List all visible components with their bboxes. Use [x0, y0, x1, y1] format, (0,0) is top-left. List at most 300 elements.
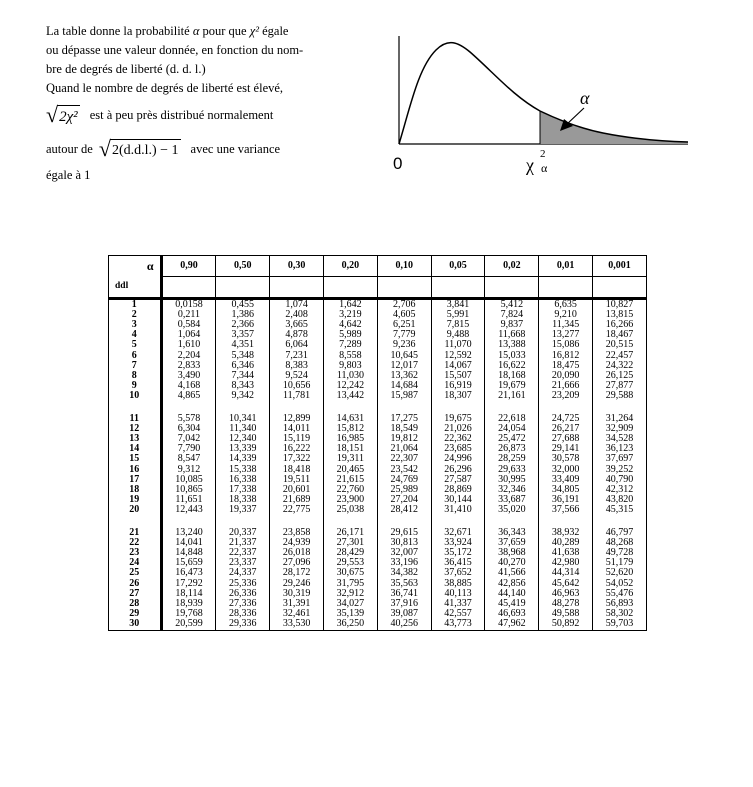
value-cell: 40,289 [539, 538, 593, 548]
value-cell: 51,179 [593, 558, 647, 568]
value-cell: 26,217 [539, 424, 593, 434]
chi2-symbol: χ² [249, 24, 259, 38]
ddl-cell: 27 [109, 589, 162, 599]
chi2-table [108, 255, 647, 631]
value-cell: 28,336 [216, 609, 270, 619]
value-cell: 1,610 [161, 340, 216, 350]
value-cell: 39,087 [377, 609, 431, 619]
ddl-cell: 2 [109, 310, 162, 320]
value-cell: 15,119 [270, 434, 324, 444]
ddl-cell: 20 [109, 505, 162, 515]
value-cell: 17,292 [161, 579, 216, 589]
value-cell: 4,351 [216, 340, 270, 350]
value-cell: 33,196 [377, 558, 431, 568]
value-cell: 36,415 [431, 558, 485, 568]
value-cell: 48,268 [593, 538, 647, 548]
value-cell: 23,209 [539, 391, 593, 401]
ddl-cell: 17 [109, 475, 162, 485]
sqrt-ddl-body: 2(d.d.l.) − 1 [110, 139, 181, 162]
alpha-symbol: α [192, 24, 200, 38]
value-cell: 26,296 [431, 465, 485, 475]
value-cell: 4,605 [377, 310, 431, 320]
value-cell: 27,587 [431, 475, 485, 485]
table-row [109, 298, 647, 310]
value-cell: 37,566 [539, 505, 593, 515]
value-cell: 3,357 [216, 330, 270, 340]
value-cell: 35,139 [323, 609, 377, 619]
origin-label: 0 [393, 154, 403, 173]
value-cell: 37,916 [377, 599, 431, 609]
value-cell: 56,893 [593, 599, 647, 609]
value-cell: 14,631 [323, 414, 377, 424]
value-cell: 32,000 [539, 465, 593, 475]
ddl-cell: 4 [109, 330, 162, 340]
value-cell: 26,125 [593, 371, 647, 381]
ddl-cell: 3 [109, 320, 162, 330]
value-cell: 25,472 [485, 434, 539, 444]
ddl-cell: 26 [109, 579, 162, 589]
alpha-header-row [109, 256, 647, 277]
ddl-cell: 15 [109, 454, 162, 464]
value-cell: 20,090 [539, 371, 593, 381]
radical-icon: √ [46, 101, 59, 127]
intro-line-6 [46, 132, 376, 166]
value-cell: 7,790 [161, 444, 216, 454]
value-cell: 1,074 [270, 298, 324, 310]
value-cell: 5,578 [161, 414, 216, 424]
value-cell: 24,725 [539, 414, 593, 424]
value-cell: 33,924 [431, 538, 485, 548]
value-cell: 13,388 [485, 340, 539, 350]
sqrt-2chi2 [46, 103, 80, 128]
value-cell: 21,026 [431, 424, 485, 434]
value-cell: 49,588 [539, 609, 593, 619]
value-cell: 8,383 [270, 361, 324, 371]
table-row [109, 619, 647, 630]
table-body [109, 298, 647, 630]
ddl-cell: 1 [109, 298, 162, 310]
value-cell: 35,172 [431, 548, 485, 558]
value-cell: 16,338 [216, 475, 270, 485]
value-cell: 27,336 [216, 599, 270, 609]
value-cell: 32,007 [377, 548, 431, 558]
value-cell: 14,848 [161, 548, 216, 558]
alpha-arrow-line [566, 108, 584, 125]
value-cell: 26,171 [323, 528, 377, 538]
value-cell: 27,301 [323, 538, 377, 548]
ddl-cell: 18 [109, 485, 162, 495]
ddl-cell: 16 [109, 465, 162, 475]
value-cell: 15,033 [485, 351, 539, 361]
value-cell: 30,578 [539, 454, 593, 464]
value-cell: 22,618 [485, 414, 539, 424]
value-cell: 26,873 [485, 444, 539, 454]
ddl-cell: 13 [109, 434, 162, 444]
ddl-cell: 12 [109, 424, 162, 434]
value-cell: 36,123 [593, 444, 647, 454]
value-cell: 24,939 [270, 538, 324, 548]
value-cell: 17,338 [216, 485, 270, 495]
value-cell: 26,336 [216, 589, 270, 599]
value-cell: 6,346 [216, 361, 270, 371]
value-cell: 36,343 [485, 528, 539, 538]
value-cell: 16,473 [161, 568, 216, 578]
value-cell: 7,824 [485, 310, 539, 320]
value-cell: 0,584 [161, 320, 216, 330]
value-cell: 23,858 [270, 528, 324, 538]
ddl-cell: 14 [109, 444, 162, 454]
value-cell: 42,557 [431, 609, 485, 619]
column-header: 0,02 [485, 256, 539, 277]
column-header: 0,20 [323, 256, 377, 277]
value-cell: 13,339 [216, 444, 270, 454]
value-cell: 45,419 [485, 599, 539, 609]
table-row [109, 340, 647, 350]
ddl-cell: 8 [109, 371, 162, 381]
value-cell: 3,490 [161, 371, 216, 381]
value-cell: 28,412 [377, 505, 431, 515]
ddl-cell: 21 [109, 528, 162, 538]
value-cell: 12,017 [377, 361, 431, 371]
value-cell: 27,096 [270, 558, 324, 568]
value-cell: 9,803 [323, 361, 377, 371]
value-cell: 19,511 [270, 475, 324, 485]
value-cell: 35,563 [377, 579, 431, 589]
value-cell: 44,140 [485, 589, 539, 599]
value-cell: 18,549 [377, 424, 431, 434]
value-cell: 22,337 [216, 548, 270, 558]
value-cell: 33,409 [539, 475, 593, 485]
group-spacer [109, 516, 647, 528]
ddl-cell: 5 [109, 340, 162, 350]
value-cell: 5,989 [323, 330, 377, 340]
intro-line-1-b: pour que [199, 24, 250, 38]
value-cell: 18,475 [539, 361, 593, 371]
value-cell: 20,465 [323, 465, 377, 475]
intro-line-2: ou dépasse une valeur donnée, en fonction du nom- [46, 43, 304, 57]
value-cell: 41,337 [431, 599, 485, 609]
value-cell: 10,085 [161, 475, 216, 485]
value-cell: 28,869 [431, 485, 485, 495]
value-cell: 0,455 [216, 298, 270, 310]
value-cell: 11,781 [270, 391, 324, 401]
value-cell: 33,687 [485, 495, 539, 505]
chi2-density-svg [388, 28, 698, 188]
value-cell: 34,528 [593, 434, 647, 444]
value-cell: 38,885 [431, 579, 485, 589]
value-cell: 23,900 [323, 495, 377, 505]
value-cell: 29,553 [323, 558, 377, 568]
value-cell: 29,141 [539, 444, 593, 454]
ddl-cell: 30 [109, 619, 162, 630]
value-cell: 14,041 [161, 538, 216, 548]
value-cell: 29,633 [485, 465, 539, 475]
radical-icon: √ [98, 135, 111, 161]
ddl-cell: 24 [109, 558, 162, 568]
value-cell: 36,250 [323, 619, 377, 630]
value-cell: 32,909 [593, 424, 647, 434]
value-cell: 47,962 [485, 619, 539, 630]
value-cell: 12,340 [216, 434, 270, 444]
alpha-header: α [109, 256, 162, 277]
value-cell: 45,315 [593, 505, 647, 515]
value-cell: 50,892 [539, 619, 593, 630]
column-header: 0,10 [377, 256, 431, 277]
intro-line-7: égale à 1 [46, 168, 91, 182]
value-cell: 38,968 [485, 548, 539, 558]
value-cell: 34,382 [377, 568, 431, 578]
value-cell: 23,685 [431, 444, 485, 454]
value-cell: 2,366 [216, 320, 270, 330]
value-cell: 6,635 [539, 298, 593, 310]
value-cell: 19,768 [161, 609, 216, 619]
value-cell: 9,236 [377, 340, 431, 350]
ddl-cell: 19 [109, 495, 162, 505]
value-cell: 10,341 [216, 414, 270, 424]
value-cell: 36,741 [377, 589, 431, 599]
value-cell: 8,547 [161, 454, 216, 464]
value-cell: 21,689 [270, 495, 324, 505]
value-cell: 30,144 [431, 495, 485, 505]
value-cell: 28,172 [270, 568, 324, 578]
value-cell: 13,815 [593, 310, 647, 320]
chi-alpha-label: χ [526, 155, 534, 175]
value-cell: 43,820 [593, 495, 647, 505]
value-cell: 20,601 [270, 485, 324, 495]
value-cell: 22,760 [323, 485, 377, 495]
value-cell: 9,488 [431, 330, 485, 340]
value-cell: 46,797 [593, 528, 647, 538]
ddl-cell: 7 [109, 361, 162, 371]
ddl-cell: 6 [109, 351, 162, 361]
value-cell: 7,231 [270, 351, 324, 361]
value-cell: 52,620 [593, 568, 647, 578]
value-cell: 28,259 [485, 454, 539, 464]
value-cell: 19,675 [431, 414, 485, 424]
value-cell: 23,337 [216, 558, 270, 568]
value-cell: 20,515 [593, 340, 647, 350]
value-cell: 19,679 [485, 381, 539, 391]
intro-line-4: Quand le nombre de degrés de liberté est élevé, [46, 81, 284, 95]
value-cell: 18,338 [216, 495, 270, 505]
value-cell: 41,638 [539, 548, 593, 558]
value-cell: 20,337 [216, 528, 270, 538]
value-cell: 22,457 [593, 351, 647, 361]
value-cell: 0,0158 [161, 298, 216, 310]
value-cell: 11,668 [485, 330, 539, 340]
value-cell: 49,728 [593, 548, 647, 558]
table-row [109, 391, 647, 401]
value-cell: 2,706 [377, 298, 431, 310]
ddl-cell: 28 [109, 599, 162, 609]
value-cell: 2,204 [161, 351, 216, 361]
value-cell: 0,211 [161, 310, 216, 320]
value-cell: 29,336 [216, 619, 270, 630]
value-cell: 4,865 [161, 391, 216, 401]
alpha-graph-label: α [580, 88, 590, 108]
value-cell: 35,020 [485, 505, 539, 515]
value-cell: 7,042 [161, 434, 216, 444]
value-cell: 4,168 [161, 381, 216, 391]
value-cell: 6,304 [161, 424, 216, 434]
value-cell: 18,467 [593, 330, 647, 340]
value-cell: 9,210 [539, 310, 593, 320]
value-cell: 13,277 [539, 330, 593, 340]
value-cell: 6,251 [377, 320, 431, 330]
value-cell: 24,769 [377, 475, 431, 485]
value-cell: 32,912 [323, 589, 377, 599]
intro-text [46, 22, 376, 185]
intro-line-1-a: La table donne la probabilité [46, 24, 193, 38]
chi2-density-graph [388, 28, 698, 188]
value-cell: 5,348 [216, 351, 270, 361]
value-cell: 7,815 [431, 320, 485, 330]
value-cell: 46,963 [539, 589, 593, 599]
value-cell: 18,151 [323, 444, 377, 454]
value-cell: 16,622 [485, 361, 539, 371]
value-cell: 17,275 [377, 414, 431, 424]
value-cell: 24,337 [216, 568, 270, 578]
intro-line-1 [46, 22, 376, 41]
value-cell: 55,476 [593, 589, 647, 599]
value-cell: 15,987 [377, 391, 431, 401]
value-cell: 5,991 [431, 310, 485, 320]
value-cell: 34,027 [323, 599, 377, 609]
value-cell: 18,418 [270, 465, 324, 475]
value-cell: 45,642 [539, 579, 593, 589]
value-cell: 37,652 [431, 568, 485, 578]
value-cell: 26,018 [270, 548, 324, 558]
value-cell: 1,642 [323, 298, 377, 310]
value-cell: 7,289 [323, 340, 377, 350]
value-cell: 24,054 [485, 424, 539, 434]
value-cell: 11,070 [431, 340, 485, 350]
value-cell: 13,240 [161, 528, 216, 538]
value-cell: 16,919 [431, 381, 485, 391]
value-cell: 31,264 [593, 414, 647, 424]
value-cell: 10,645 [377, 351, 431, 361]
intro-line-3: bre de degrés de liberté (d. d. l.) [46, 62, 206, 76]
value-cell: 31,410 [431, 505, 485, 515]
value-cell: 59,703 [593, 619, 647, 630]
column-header: 0,05 [431, 256, 485, 277]
ddl-header-row [109, 277, 647, 299]
ddl-cell: 9 [109, 381, 162, 391]
value-cell: 11,030 [323, 371, 377, 381]
value-cell: 37,659 [485, 538, 539, 548]
value-cell: 58,302 [593, 609, 647, 619]
value-cell: 17,322 [270, 454, 324, 464]
value-cell: 25,038 [323, 505, 377, 515]
value-cell: 29,615 [377, 528, 431, 538]
value-cell: 25,989 [377, 485, 431, 495]
value-cell: 39,252 [593, 465, 647, 475]
value-cell: 8,343 [216, 381, 270, 391]
value-cell: 7,344 [216, 371, 270, 381]
value-cell: 14,067 [431, 361, 485, 371]
chi-alpha-sup: 2 [540, 148, 546, 160]
value-cell: 29,588 [593, 391, 647, 401]
value-cell: 30,995 [485, 475, 539, 485]
value-cell: 19,311 [323, 454, 377, 464]
value-cell: 16,222 [270, 444, 324, 454]
value-cell: 29,246 [270, 579, 324, 589]
value-cell: 33,530 [270, 619, 324, 630]
value-cell: 24,996 [431, 454, 485, 464]
value-cell: 15,659 [161, 558, 216, 568]
column-header: 0,90 [161, 256, 216, 277]
value-cell: 40,256 [377, 619, 431, 630]
value-cell: 21,666 [539, 381, 593, 391]
value-cell: 18,114 [161, 589, 216, 599]
value-cell: 1,064 [161, 330, 216, 340]
value-cell: 32,671 [431, 528, 485, 538]
value-cell: 18,307 [431, 391, 485, 401]
value-cell: 14,011 [270, 424, 324, 434]
column-header: 0,30 [270, 256, 324, 277]
column-header: 0,001 [593, 256, 647, 277]
ddl-cell: 22 [109, 538, 162, 548]
value-cell: 21,064 [377, 444, 431, 454]
value-cell: 38,932 [539, 528, 593, 538]
value-cell: 10,865 [161, 485, 216, 495]
value-cell: 12,899 [270, 414, 324, 424]
value-cell: 42,312 [593, 485, 647, 495]
value-cell: 42,856 [485, 579, 539, 589]
value-cell: 13,362 [377, 371, 431, 381]
value-cell: 30,319 [270, 589, 324, 599]
value-cell: 18,168 [485, 371, 539, 381]
value-cell: 19,337 [216, 505, 270, 515]
value-cell: 30,675 [323, 568, 377, 578]
value-cell: 43,773 [431, 619, 485, 630]
sqrt-ddl [99, 137, 181, 162]
value-cell: 9,312 [161, 465, 216, 475]
value-cell: 25,336 [216, 579, 270, 589]
sqrt-2chi2-body: 2χ² [57, 105, 80, 128]
ddl-header: ddl [109, 277, 162, 299]
value-cell: 22,362 [431, 434, 485, 444]
value-cell: 32,461 [270, 609, 324, 619]
table-row [109, 505, 647, 515]
value-cell: 37,697 [593, 454, 647, 464]
value-cell: 40,270 [485, 558, 539, 568]
value-cell: 31,795 [323, 579, 377, 589]
value-cell: 20,599 [161, 619, 216, 630]
value-cell: 42,980 [539, 558, 593, 568]
value-cell: 32,346 [485, 485, 539, 495]
value-cell: 12,443 [161, 505, 216, 515]
value-cell: 12,592 [431, 351, 485, 361]
value-cell: 8,558 [323, 351, 377, 361]
value-cell: 4,878 [270, 330, 324, 340]
value-cell: 11,345 [539, 320, 593, 330]
value-cell: 54,052 [593, 579, 647, 589]
value-cell: 15,086 [539, 340, 593, 350]
value-cell: 34,805 [539, 485, 593, 495]
column-header: 0,50 [216, 256, 270, 277]
value-cell: 14,684 [377, 381, 431, 391]
value-cell: 9,342 [216, 391, 270, 401]
value-cell: 21,161 [485, 391, 539, 401]
value-cell: 46,693 [485, 609, 539, 619]
value-cell: 30,813 [377, 538, 431, 548]
value-cell: 2,408 [270, 310, 324, 320]
value-cell: 41,566 [485, 568, 539, 578]
ddl-cell: 11 [109, 414, 162, 424]
group-spacer [109, 402, 647, 414]
ddl-cell: 23 [109, 548, 162, 558]
